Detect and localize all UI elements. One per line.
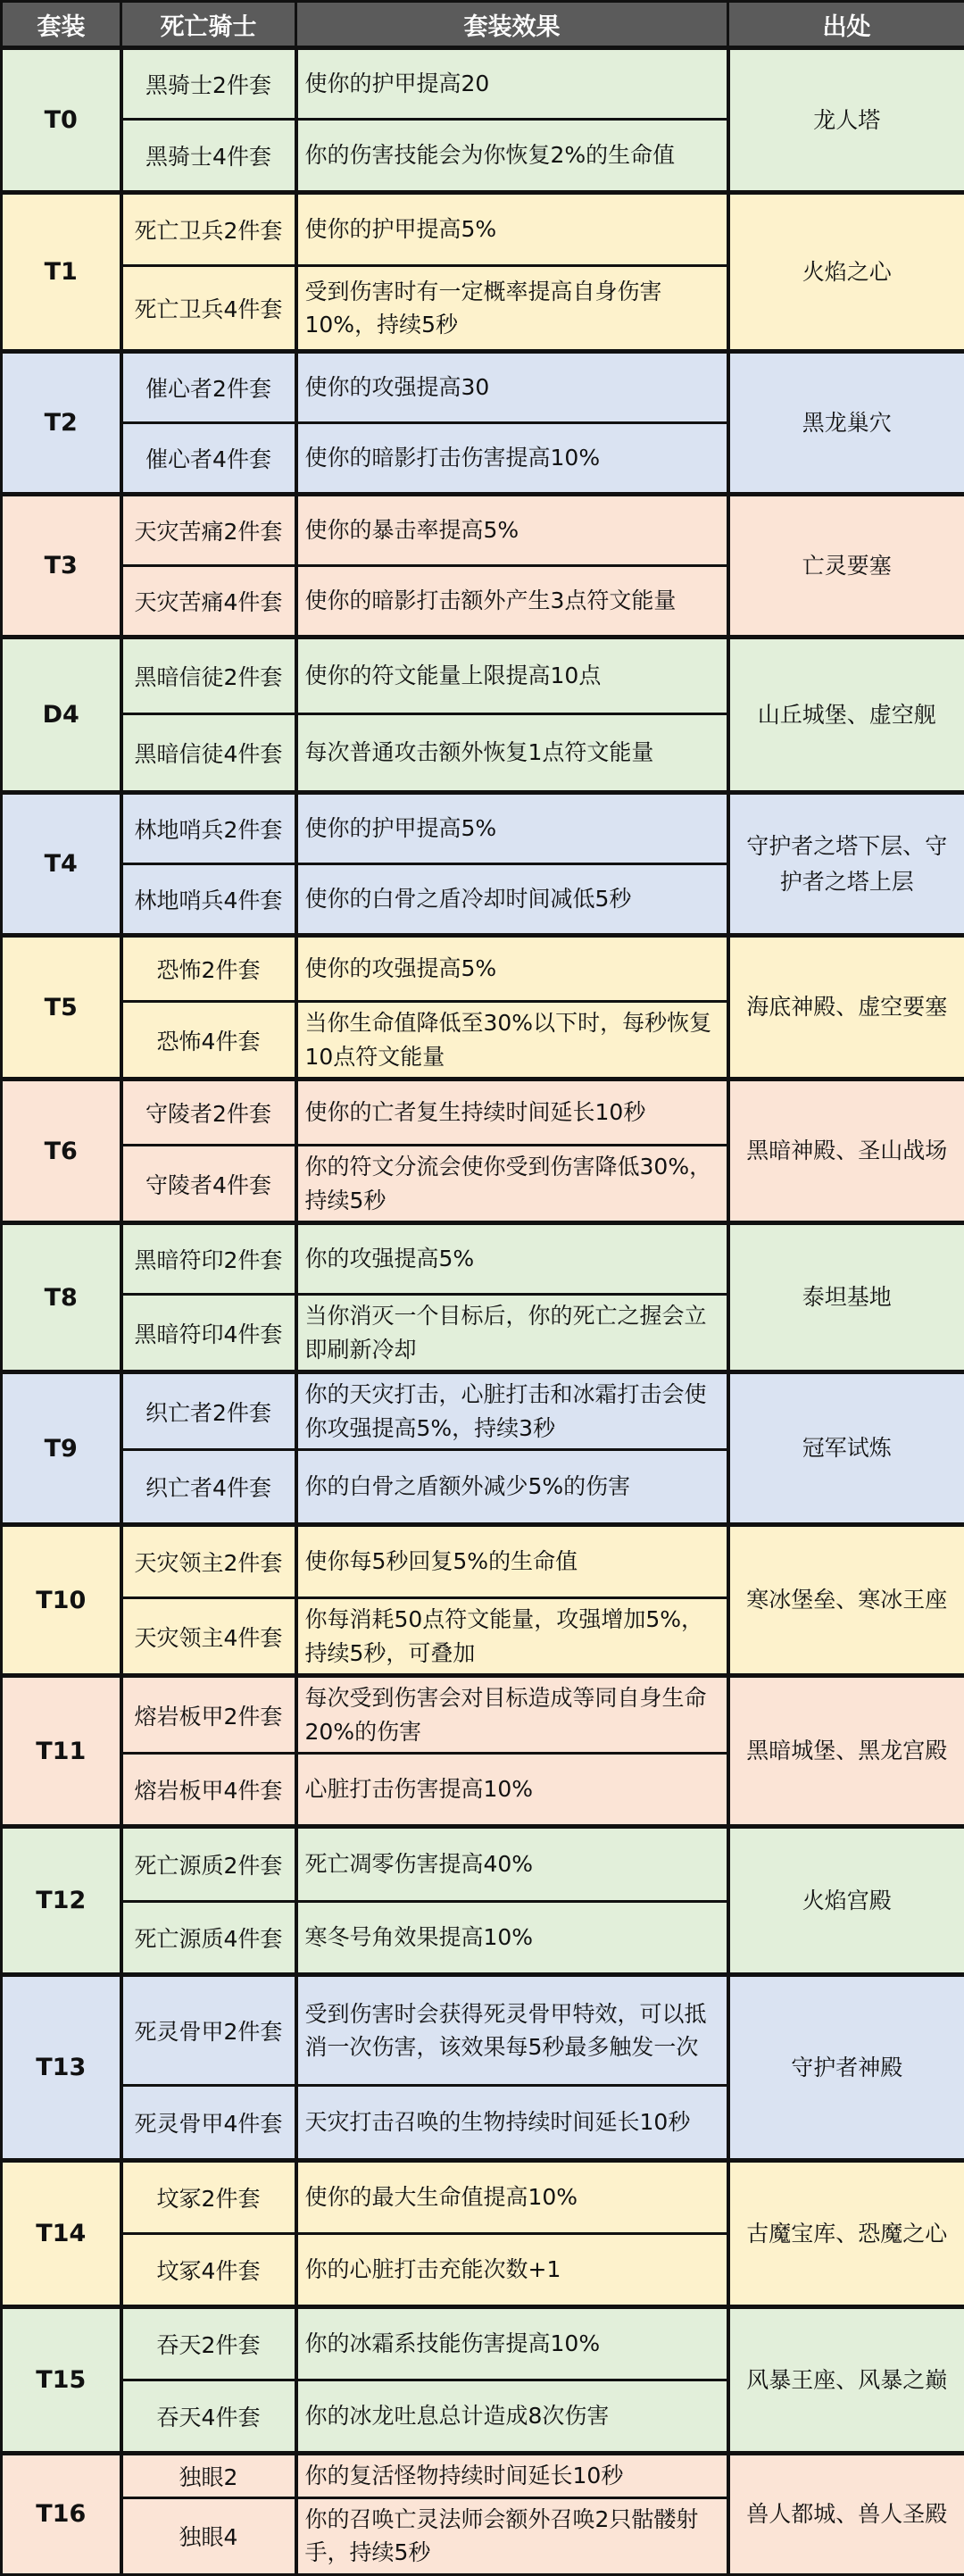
set-source: 寒冰堡垒、寒冰王座 <box>728 1525 964 1676</box>
set-source: 兽人都城、兽人圣殿 <box>728 2454 964 2575</box>
piece-effect: 使你的白骨之盾冷却时间减低5秒 <box>296 864 728 936</box>
piece-name: 黑骑士2件套 <box>121 48 296 120</box>
set-source: 山丘城堡、虚空舰 <box>728 638 964 793</box>
set-source: 冠军试炼 <box>728 1372 964 1525</box>
set-id: T11 <box>2 1676 121 1827</box>
set-source: 亡灵要塞 <box>728 495 964 638</box>
set-id: T0 <box>2 48 121 193</box>
piece-effect: 你的伤害技能会为你恢复2%的生命值 <box>296 120 728 193</box>
piece-name: 死亡源质2件套 <box>121 1827 296 1902</box>
piece-effect: 你的召唤亡灵法师会额外召唤2只骷髅射手，持续5秒 <box>296 2497 728 2574</box>
piece-effect: 使你的护甲提高5% <box>296 793 728 864</box>
piece-name: 催心者4件套 <box>121 423 296 495</box>
header-row <box>2 2 964 48</box>
piece-name: 恐怖2件套 <box>121 936 296 1002</box>
piece-name: 死亡卫兵2件套 <box>121 193 296 266</box>
table-row <box>2 1372 964 1450</box>
table-row <box>2 2454 964 2498</box>
piece-effect: 天灾打击召唤的生物持续时间延长10秒 <box>296 2086 728 2161</box>
piece-name: 黑暗信徒2件套 <box>121 638 296 714</box>
piece-effect: 受到伤害时会获得死灵骨甲特效，可以抵消一次伤害，该效果每5秒最多触发一次 <box>296 1975 728 2086</box>
set-id: T15 <box>2 2307 121 2454</box>
piece-name: 林地哨兵4件套 <box>121 864 296 936</box>
piece-name: 死亡源质4件套 <box>121 1902 296 1975</box>
set-source: 龙人塔 <box>728 48 964 193</box>
header-set: 套装 <box>2 2 121 48</box>
piece-name: 林地哨兵2件套 <box>121 793 296 864</box>
header-effect: 套装效果 <box>296 2 728 48</box>
piece-effect: 你的天灾打击，心脏打击和冰霜打击会使你攻强提高5%，持续3秒 <box>296 1372 728 1450</box>
piece-effect: 使你的护甲提高20 <box>296 48 728 120</box>
table-row <box>2 352 964 423</box>
set-source: 火焰宫殿 <box>728 1827 964 1975</box>
piece-name: 坟冢4件套 <box>121 2234 296 2307</box>
piece-name: 催心者2件套 <box>121 352 296 423</box>
piece-name: 吞天4件套 <box>121 2380 296 2454</box>
table-row <box>2 638 964 714</box>
set-source: 黑龙巢穴 <box>728 352 964 495</box>
set-id: D4 <box>2 638 121 793</box>
table-row <box>2 936 964 1002</box>
piece-effect: 使你的攻强提高5% <box>296 936 728 1002</box>
table-row <box>2 193 964 266</box>
piece-name: 织亡者2件套 <box>121 1372 296 1450</box>
table-row <box>2 48 964 120</box>
set-source: 黑暗城堡、黑龙宫殿 <box>728 1676 964 1827</box>
piece-name: 天灾苦痛2件套 <box>121 495 296 566</box>
set-source: 古魔宝库、恐魔之心 <box>728 2161 964 2307</box>
piece-effect: 使你的最大生命值提高10% <box>296 2161 728 2234</box>
piece-effect: 每次普通攻击额外恢复1点符文能量 <box>296 714 728 793</box>
piece-name: 黑暗符印2件套 <box>121 1223 296 1295</box>
piece-effect: 寒冬号角效果提高10% <box>296 1902 728 1975</box>
piece-effect: 使你的暗影打击额外产生3点符文能量 <box>296 566 728 638</box>
piece-name: 独眼4 <box>121 2497 296 2574</box>
piece-name: 守陵者2件套 <box>121 1080 296 1146</box>
piece-name: 黑骑士4件套 <box>121 120 296 193</box>
piece-effect: 死亡凋零伤害提高40% <box>296 1827 728 1902</box>
piece-effect: 当你生命值降低至30%以下时，每秒恢复10点符文能量 <box>296 1002 728 1080</box>
table-row <box>2 1676 964 1754</box>
piece-name: 织亡者4件套 <box>121 1450 296 1525</box>
piece-name: 死亡卫兵4件套 <box>121 266 296 352</box>
piece-name: 黑暗符印4件套 <box>121 1295 296 1372</box>
set-source: 守护者之塔下层、守护者之塔上层 <box>728 793 964 936</box>
table-row <box>2 2307 964 2380</box>
set-id: T3 <box>2 495 121 638</box>
set-id: T9 <box>2 1372 121 1525</box>
piece-effect: 你的复活怪物持续时间延长10秒 <box>296 2454 728 2498</box>
set-source: 海底神殿、虚空要塞 <box>728 936 964 1080</box>
piece-name: 恐怖4件套 <box>121 1002 296 1080</box>
piece-effect: 你的白骨之盾额外减少5%的伤害 <box>296 1450 728 1525</box>
table-row <box>2 793 964 864</box>
table-row <box>2 1223 964 1295</box>
piece-effect: 使你的亡者复生持续时间延长10秒 <box>296 1080 728 1146</box>
set-id: T2 <box>2 352 121 495</box>
set-id: T13 <box>2 1975 121 2161</box>
set-source: 泰坦基地 <box>728 1223 964 1372</box>
set-source: 风暴王座、风暴之巅 <box>728 2307 964 2454</box>
piece-name: 守陵者4件套 <box>121 1146 296 1223</box>
piece-name: 黑暗信徒4件套 <box>121 714 296 793</box>
table-row <box>2 1827 964 1902</box>
table-row <box>2 1975 964 2086</box>
piece-effect: 使你的暗影打击伤害提高10% <box>296 423 728 495</box>
piece-name: 坟冢2件套 <box>121 2161 296 2234</box>
piece-name: 死灵骨甲4件套 <box>121 2086 296 2161</box>
piece-effect: 你的符文分流会使你受到伤害降低30%，持续5秒 <box>296 1146 728 1223</box>
piece-effect: 当你消灭一个目标后，你的死亡之握会立即刷新冷却 <box>296 1295 728 1372</box>
piece-effect: 你的心脏打击充能次数+1 <box>296 2234 728 2307</box>
piece-effect: 每次受到伤害会对目标造成等同自身生命20%的伤害 <box>296 1676 728 1754</box>
piece-effect: 心脏打击伤害提高10% <box>296 1754 728 1827</box>
piece-name: 天灾领主4件套 <box>121 1598 296 1676</box>
set-id: T6 <box>2 1080 121 1223</box>
header-source: 出处 <box>728 2 964 48</box>
piece-name: 独眼2 <box>121 2454 296 2498</box>
piece-name: 天灾领主2件套 <box>121 1525 296 1598</box>
table-row <box>2 2161 964 2234</box>
piece-name: 天灾苦痛4件套 <box>121 566 296 638</box>
table-row <box>2 495 964 566</box>
piece-name: 死灵骨甲2件套 <box>121 1975 296 2086</box>
header-class: 死亡骑士 <box>121 2 296 48</box>
piece-name: 熔岩板甲4件套 <box>121 1754 296 1827</box>
set-id: T1 <box>2 193 121 352</box>
piece-effect: 使你的攻强提高30 <box>296 352 728 423</box>
table-row <box>2 1525 964 1598</box>
set-id: T5 <box>2 936 121 1080</box>
piece-effect: 使你的暴击率提高5% <box>296 495 728 566</box>
piece-effect: 你的攻强提高5% <box>296 1223 728 1295</box>
set-id: T8 <box>2 1223 121 1372</box>
piece-effect: 使你的护甲提高5% <box>296 193 728 266</box>
piece-effect: 使你的符文能量上限提高10点 <box>296 638 728 714</box>
table-body <box>2 48 964 2575</box>
piece-effect: 你每消耗50点符文能量，攻强增加5%，持续5秒，可叠加 <box>296 1598 728 1676</box>
table-row <box>2 1080 964 1146</box>
set-source: 火焰之心 <box>728 193 964 352</box>
set-source: 守护者神殿 <box>728 1975 964 2161</box>
piece-effect: 受到伤害时有一定概率提高自身伤害10%，持续5秒 <box>296 266 728 352</box>
set-id: T16 <box>2 2454 121 2575</box>
piece-name: 熔岩板甲2件套 <box>121 1676 296 1754</box>
piece-effect: 你的冰龙吐息总计造成8次伤害 <box>296 2380 728 2454</box>
set-id: T12 <box>2 1827 121 1975</box>
set-id: T10 <box>2 1525 121 1676</box>
piece-name: 吞天2件套 <box>121 2307 296 2380</box>
set-source: 黑暗神殿、圣山战场 <box>728 1080 964 1223</box>
set-id: T4 <box>2 793 121 936</box>
piece-effect: 你的冰霜系技能伤害提高10% <box>296 2307 728 2380</box>
set-id: T14 <box>2 2161 121 2307</box>
piece-effect: 使你每5秒回复5%的生命值 <box>296 1525 728 1598</box>
